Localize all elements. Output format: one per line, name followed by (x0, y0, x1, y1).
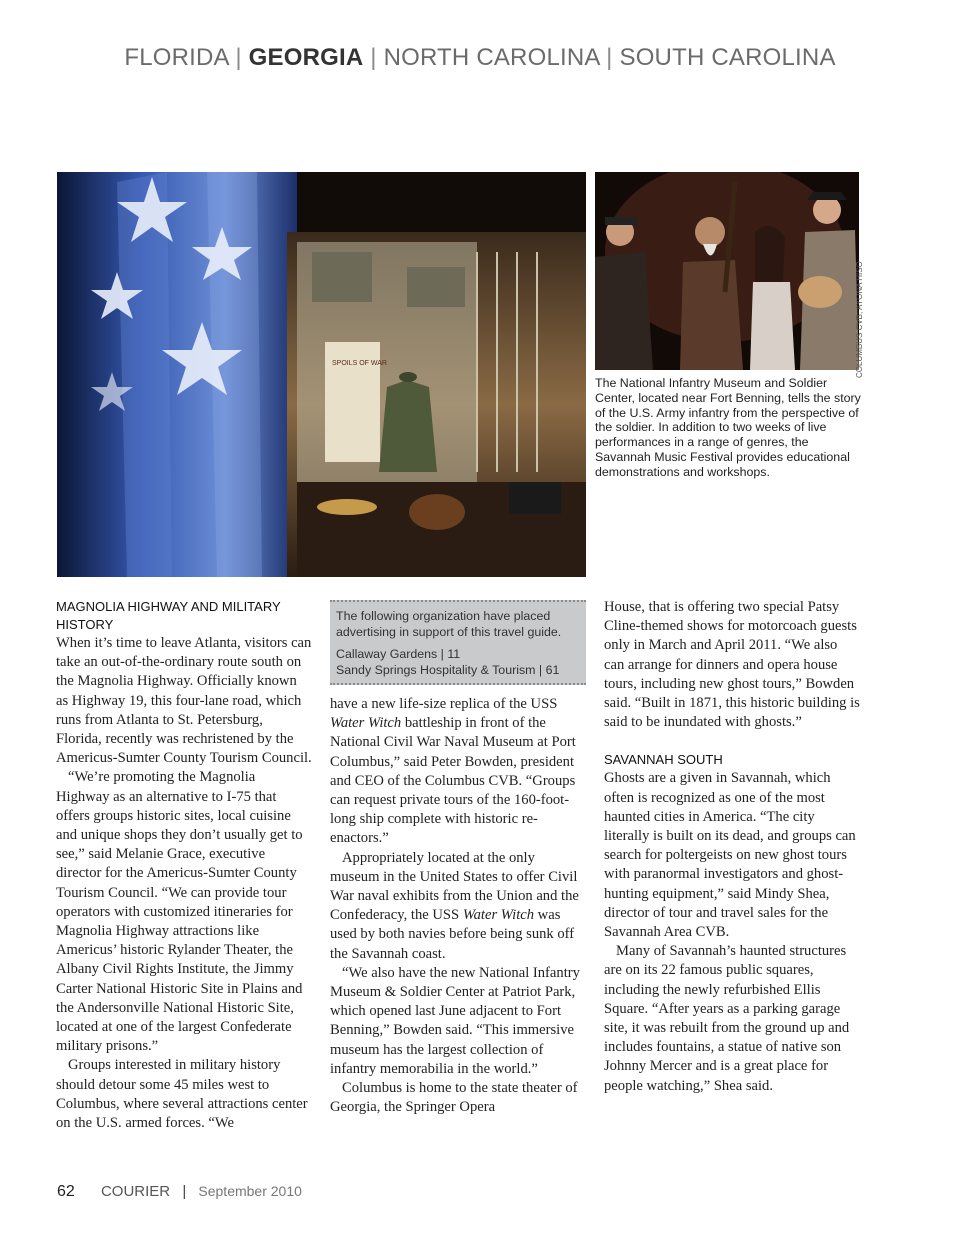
state-separator: | (235, 44, 242, 71)
article-column-2 (330, 600, 586, 1117)
exhibit-sign-text: SPOILS OF WAR (332, 360, 387, 367)
museum-exhibit-illustration (57, 172, 586, 577)
state-south-carolina: SOUTH CAROLINA (619, 44, 836, 71)
issue-date: September 2010 (198, 1183, 302, 1199)
page-footer (57, 1183, 302, 1201)
paragraph: “We also have the new National Infantry Museum & Soldier Center at Patriot Park, which opened last June adjacent to Fort Benning,” Bowden said. “This immersive museum has the largest collection of infantry memorabilia in the world.” (330, 964, 580, 1077)
state-north-carolina: NORTH CAROLINA (383, 44, 600, 71)
article-column-1 (56, 598, 312, 1133)
museum-exhibit-photo (57, 172, 586, 577)
advertiser-intro: The following organization have placed advertising in support of this travel guide. (336, 609, 562, 639)
ship-name: Water Witch (330, 715, 402, 732)
paragraph (330, 849, 586, 964)
state-florida: FLORIDA (124, 44, 229, 71)
section-heading-savannah: SAVANNAH SOUTH (604, 752, 723, 768)
paragraph: When it’s time to leave Atlanta, visitors can take an out-of-the-ordinary route south on the Magnolia Highway. Officially known as Highway 19, this four-lane road, which runs from Atlanta to St. Petersburg, Florida, recently was rechristened by the Americus-Sumter County Tourism Council. (56, 635, 312, 767)
advertiser-entry: Callaway Gardens | 11 (336, 647, 461, 661)
photo-credit: COLUMBUS CVB, AYONA HISO (855, 261, 864, 378)
text-run: have a new life-size replica of the USS (330, 696, 558, 712)
ship-name: Water Witch (462, 907, 535, 924)
advertiser-box (330, 600, 586, 685)
music-festival-photo (595, 172, 859, 370)
section-states-header (0, 44, 960, 72)
article-column-3 (604, 598, 860, 1096)
section-heading-magnolia: MAGNOLIA HIGHWAY AND MILITARY HISTORY (56, 599, 281, 632)
spacer (604, 732, 860, 751)
state-georgia-current: GEORGIA (248, 44, 364, 71)
musicians-illustration (595, 172, 859, 370)
photo-caption: The National Infantry Museum and Soldier Center, located near Fort Benning, tells the story of the U.S. Army infantry from the perspective of the soldier. In addition to two weeks of live performances in a range of genres, the Savannah Music Festival provides educational demonstrations and workshops. (595, 376, 861, 479)
advertiser-entry: Sandy Springs Hospitality & Tourism | 61 (336, 663, 560, 677)
page-number: 62 (57, 1183, 75, 1200)
text-run: Appropriately located at the only museum in the United States to offer Civil War naval exhibits from the Union and the Confederacy, the USS (330, 849, 579, 924)
text-run: battleship in front of the National Civil War Naval Museum at Port Columbus,” said Peter Bowden, president and CEO of the Columbus CVB. “Groups can request private tours of the 160-foot-long ship complete with historic re-enactors.” (330, 715, 576, 847)
paragraph (330, 695, 586, 849)
paragraph: Ghosts are a given in Savannah, which often is recognized as one of the most haunted cities in America. “The city literally is built on its dead, and groups can search for poltergeists on new ghost tours with paranormal investigators and ghost-hunting equipment,” said Mindy Shea, director of tour and travel sales for the Savannah Area CVB. (604, 770, 856, 941)
magazine-name: COURIER (100, 1183, 171, 1200)
paragraph: Columbus is home to the state theater of Georgia, the Springer Opera (330, 1080, 578, 1116)
paragraph: House, that is offering two special Patsy Cline-themed shows for motorcoach guests only in March and April 2011. “We also can arrange for dinners and opera house tours, including new ghost tours,” Bowden said. “Built in 1871, this historic building is said to be inundated with ghosts.” (604, 599, 860, 731)
text-run: was used by both navies before being sunk off the Savannah coast. (330, 907, 575, 962)
paragraph: Groups interested in military history should detour some 45 miles west to Columbus, where several attractions center on the U.S. armed forces. “We (56, 1057, 308, 1132)
footer-separator: | (182, 1183, 187, 1200)
paragraph: Many of Savannah’s haunted structures are on its 22 famous public squares, including the newly refurbished Ellis Square. “After years as a parking garage site, it was rebuilt from the ground up and includes fountains, a statue of native son Johnny Mercer and is a great place for people watching,” Shea said. (604, 943, 850, 1094)
state-separator: | (606, 44, 613, 71)
paragraph: “We’re promoting the Magnolia Highway as an alternative to I-75 that offers groups historic sites, local cuisine and unique shops they don’t usually get to see,” said Melanie Grace, executive director for the Americus-Sumter County Tourism Council. “We can provide tour operators with customized itineraries for Magnolia Highway attractions like Americus’ historic Rylander Theater, the Albany Civil Rights Institute, the Jimmy Carter National Historic Site in Plains and the Andersonville National Historic Site, located at one of the largest Confederate military prisons.” (56, 769, 303, 1055)
state-separator: | (370, 44, 377, 71)
